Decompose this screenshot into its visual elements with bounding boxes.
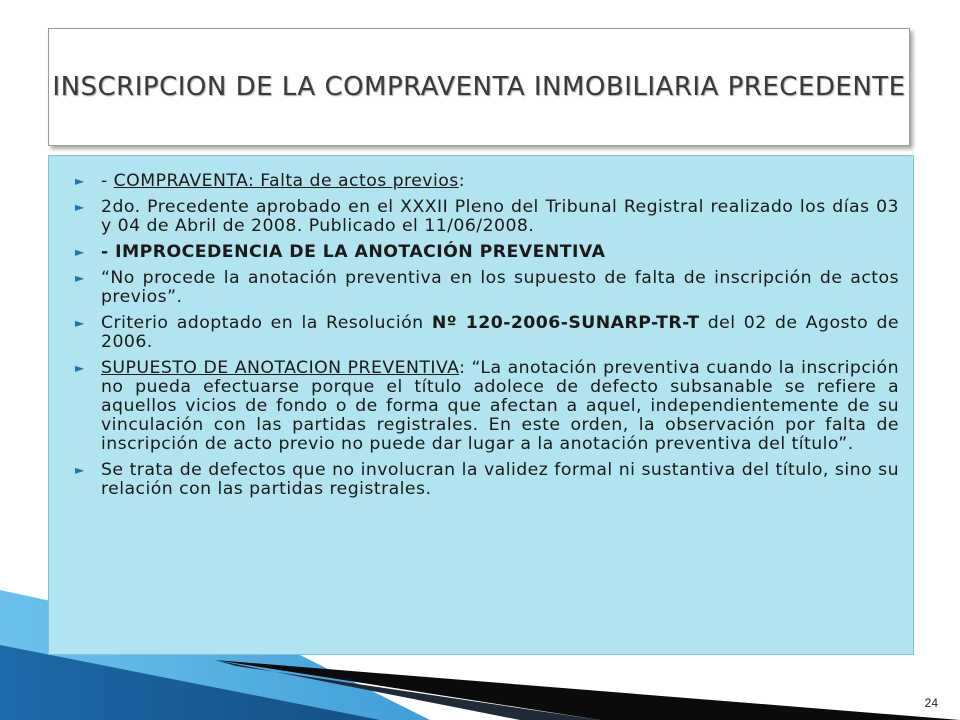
- content-box: [48, 155, 914, 655]
- bullet-item: [69, 359, 899, 454]
- chevron-right-icon: ►: [75, 271, 85, 285]
- bullet-text-after: del 02 de Agosto de 2006.: [101, 313, 899, 352]
- chevron-right-icon: ►: [75, 200, 85, 214]
- bullet-text: Se trata de defectos que no involucran la validez formal ni sustantiva del título, sino su relación con las partidas registrales.: [101, 460, 899, 499]
- bullet-quote-text: “No procede la anotación preventiva en los supuesto de falta de inscripción de actos previos”.: [101, 268, 899, 307]
- bullet-heading-text: - IMPROCEDENCIA DE LA ANOTACIÓN PREVENTIVA: [101, 242, 606, 262]
- bullet-suffix: :: [458, 171, 465, 191]
- bullet-prefix: -: [101, 171, 114, 191]
- bullet-item: [69, 269, 899, 307]
- bullet-text: 2do. Precedente aprobado en el XXXII Pleno del Tribunal Registral realizado los días 03 y 04 de Abril de 2008. Publicado el 11/06/2008.: [101, 197, 899, 236]
- resolution-number: Nº 120-2006-SUNARP-TR-T: [431, 313, 700, 333]
- bullet-item: [69, 243, 899, 262]
- slide-title: INSCRIPCION DE LA COMPRAVENTA INMOBILIARIA PRECEDENTE: [52, 71, 906, 102]
- bullet-list: [69, 172, 899, 499]
- title-box: [48, 28, 910, 146]
- bullet-underlined-text: SUPUESTO DE ANOTACION PREVENTIVA: [101, 358, 460, 378]
- chevron-right-icon: ►: [75, 361, 85, 375]
- bullet-item: [69, 461, 899, 499]
- page-number: 24: [924, 696, 938, 710]
- chevron-right-icon: ►: [75, 245, 85, 259]
- chevron-right-icon: ►: [75, 316, 85, 330]
- bullet-item: [69, 172, 899, 191]
- bullet-text-after: : “La anotación preventiva cuando la inscripción no pueda efectuarse porque el título adolece de defecto subsanable se refiere a aquellos vicios de fondo o de forma que afectan a aquel, independientemente de su vinculación con las partidas registrales. En este orden, la observación por falta de inscripción de acto previo no puede dar lugar a la anotación preventiva del título”.: [101, 358, 899, 454]
- chevron-right-icon: ►: [75, 463, 85, 477]
- chevron-right-icon: ►: [75, 174, 85, 188]
- bullet-text-before: Criterio adoptado en la Resolución: [101, 313, 432, 333]
- bullet-item: [69, 198, 899, 236]
- bullet-underlined-text: COMPRAVENTA: Falta de actos previos: [113, 171, 459, 191]
- bullet-item: [69, 314, 899, 352]
